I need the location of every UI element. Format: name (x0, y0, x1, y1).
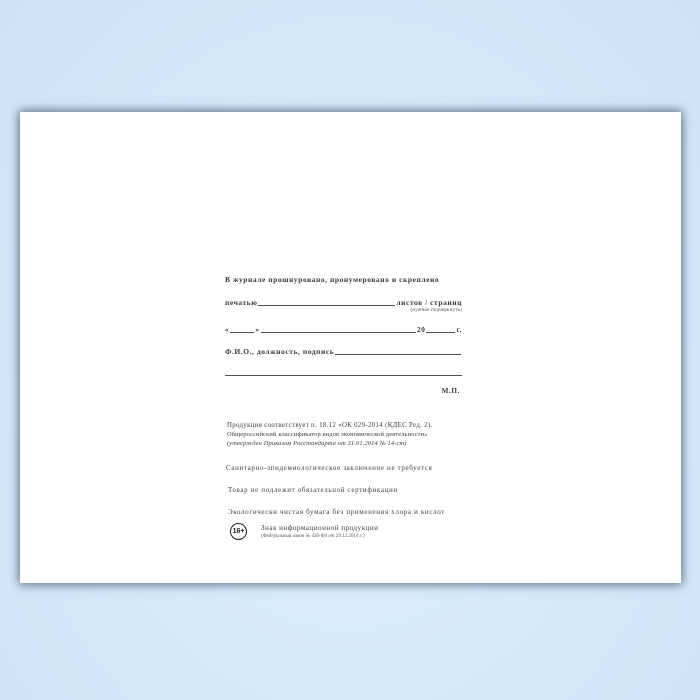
age-mark-texts (261, 523, 378, 539)
stamp-placeholder: М.П. (441, 387, 460, 395)
month-blank (261, 323, 416, 333)
close-quote: » (255, 324, 260, 334)
lacing-statement-line (225, 275, 462, 284)
content-column (225, 112, 462, 583)
sanitary-statement: Санитарно-эпидемиологическое заключение не требуется (226, 464, 433, 472)
age-mark-row (230, 523, 378, 540)
signature-label: Ф.И.О., должность, подпись (225, 346, 335, 356)
certification-statement: Товар не подлежит обязательной сертификации (228, 486, 398, 494)
signature-row (225, 345, 462, 356)
signature-continuation-blank (225, 375, 462, 376)
open-quote: « (225, 324, 230, 334)
sheets-count-blank (258, 296, 395, 306)
age-mark-label: Знак информационной продукции (261, 524, 379, 532)
sheets-pages-label: листов / страниц (396, 297, 462, 307)
year-blank (426, 323, 455, 333)
ecology-statement: Экологически чистая бумага без применения хлора и кислот (228, 508, 445, 516)
compliance-paragraph (227, 421, 433, 448)
year-suffix: г. (456, 324, 462, 334)
age-16plus-badge-icon: 16+ (230, 523, 247, 540)
compliance-line-3: (утвержден Приказом Росстандарта от 31.01.2014 № 14-ст) (227, 440, 407, 447)
seal-sheets-row (225, 296, 462, 307)
compliance-line-2: Общероссийский классификатор видов экономической деятельности» (227, 431, 428, 438)
seal-label: печатью (225, 297, 258, 307)
underline-note: (нужное подчеркнуть) (410, 308, 462, 313)
day-blank (230, 323, 254, 333)
lacing-statement-text: В журнале прошнуровано, пронумеровано и скреплено (225, 275, 440, 284)
document-sheet (20, 112, 681, 583)
year-prefix: 20 (416, 324, 426, 334)
date-row (225, 323, 462, 334)
compliance-line-1: Продукция соответствует п. 18.12 «ОК 029-2014 (КДЕС Ред. 2). (227, 422, 433, 429)
age-mark-law-note: (Федеральный закон № 436-ФЗ от 29.12.2010 г.) (261, 533, 365, 539)
signature-blank (335, 345, 461, 355)
